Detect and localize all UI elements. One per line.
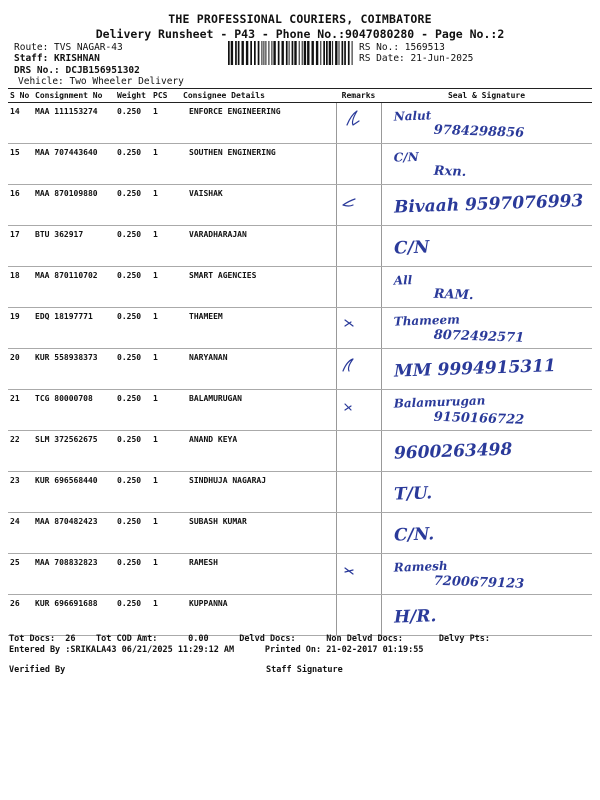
route-label: Route: TVS NAGAR-43: [14, 42, 123, 53]
cell-consignee: VARADHARAJAN: [181, 226, 336, 267]
cell-seal-signature: [381, 349, 592, 390]
cell-remarks: [336, 103, 381, 144]
remark-tick-mark: [337, 103, 382, 141]
cell-remarks: [336, 554, 381, 595]
cell-consignee: SINDHUJA NAGARAJ: [181, 472, 336, 513]
staff-label: Staff: KRISHNAN: [14, 53, 100, 64]
runsheet-title: Delivery Runsheet - P43 - Phone No.:9047080280 - Page No.:2: [95, 27, 505, 41]
cell-consignee: NARYANAN: [181, 349, 336, 390]
runsheet-table: [8, 88, 592, 636]
cell-sno: 22: [8, 431, 33, 472]
svg-text:Thameem: Thameem: [393, 312, 460, 329]
cell-weight: 0.250: [115, 472, 151, 513]
cell-seal-signature: [381, 390, 592, 431]
handwritten-signature: [382, 431, 593, 471]
cell-consignment: MAA 707443640: [33, 144, 115, 185]
cell-remarks: [336, 513, 381, 554]
cell-consignment: KUR 696568440: [33, 472, 115, 513]
column-header: Consignee Details: [181, 89, 336, 103]
drs-value: DCJB156951302: [65, 65, 140, 76]
cell-weight: 0.250: [115, 103, 151, 144]
cell-pcs: 1: [151, 103, 181, 144]
cell-weight: 0.250: [115, 185, 151, 226]
drs-number: [14, 65, 140, 76]
cell-sno: 16: [8, 185, 33, 226]
handwritten-signature: [382, 144, 593, 184]
cell-remarks: [336, 349, 381, 390]
cell-weight: 0.250: [115, 349, 151, 390]
handwritten-signature: [382, 513, 593, 553]
handwritten-signature: [382, 472, 593, 512]
handwritten-signature: [382, 185, 593, 225]
svg-text:Nalut: Nalut: [393, 108, 432, 124]
cell-consignment: MAA 708832823: [33, 554, 115, 595]
cell-sno: 25: [8, 554, 33, 595]
cell-pcs: 1: [151, 144, 181, 185]
handwritten-signature: [382, 267, 593, 307]
cell-sno: 26: [8, 595, 33, 636]
column-header: Weight: [115, 89, 151, 103]
cell-consignee: THAMEEM: [181, 308, 336, 349]
column-header: Consignment No: [33, 89, 115, 103]
cell-remarks: [336, 267, 381, 308]
cell-seal-signature: [381, 595, 592, 636]
cell-consignee: VAISHAK: [181, 185, 336, 226]
svg-text:C/N: C/N: [393, 149, 419, 165]
cell-consignee: ANAND KEYA: [181, 431, 336, 472]
table-row: [8, 308, 592, 349]
cell-sno: 14: [8, 103, 33, 144]
svg-text:C/N: C/N: [393, 237, 430, 259]
cell-pcs: 1: [151, 472, 181, 513]
cell-seal-signature: [381, 431, 592, 472]
cell-seal-signature: [381, 144, 592, 185]
rs-date: RS Date: 21-Jun-2025: [359, 53, 474, 64]
cell-seal-signature: [381, 185, 592, 226]
svg-text:Balamurugan: Balamurugan: [393, 393, 486, 411]
cell-seal-signature: [381, 308, 592, 349]
cell-consignee: KUPPANNA: [181, 595, 336, 636]
table-row: [8, 226, 592, 267]
remark-tick-mark: [337, 185, 382, 223]
table-row: [8, 349, 592, 390]
cell-sno: 21: [8, 390, 33, 431]
cell-pcs: 1: [151, 267, 181, 308]
cell-weight: 0.250: [115, 226, 151, 267]
handwritten-signature: [382, 390, 593, 430]
cell-pcs: 1: [151, 349, 181, 390]
table-row: [8, 431, 592, 472]
cell-remarks: [336, 431, 381, 472]
verified-by-label: Verified By: [9, 665, 66, 675]
cell-sno: 15: [8, 144, 33, 185]
cell-pcs: 1: [151, 554, 181, 595]
cell-pcs: 1: [151, 308, 181, 349]
table-row: [8, 472, 592, 513]
svg-text:H/R.: H/R.: [393, 606, 437, 628]
column-header: S No: [8, 89, 33, 103]
vehicle-label: Vehicle: Two Wheeler Delivery: [18, 76, 184, 87]
svg-text:7200679123: 7200679123: [432, 573, 524, 592]
cell-remarks: [336, 185, 381, 226]
cell-seal-signature: [381, 103, 592, 144]
remark-tick-mark: [337, 308, 382, 346]
cell-seal-signature: [381, 472, 592, 513]
svg-text:Bivaah 9597076993: Bivaah 9597076993: [393, 191, 584, 218]
company-name: THE PROFESSIONAL COURIERS, COIMBATORE: [168, 12, 432, 26]
handwritten-signature: [382, 349, 593, 389]
cell-consignment: KUR 696691688: [33, 595, 115, 636]
remark-tick-mark: [337, 349, 382, 387]
cell-weight: 0.250: [115, 308, 151, 349]
svg-text:C/N.: C/N.: [393, 524, 434, 546]
table-row: [8, 185, 592, 226]
svg-text:9784298856: 9784298856: [432, 122, 524, 141]
cell-remarks: [336, 308, 381, 349]
cell-seal-signature: [381, 513, 592, 554]
cell-seal-signature: [381, 226, 592, 267]
cell-weight: 0.250: [115, 513, 151, 554]
cell-pcs: 1: [151, 513, 181, 554]
svg-text:9600263498: 9600263498: [393, 439, 513, 464]
svg-text:Rxn.: Rxn.: [432, 163, 467, 180]
cell-consignee: SMART AGENCIES: [181, 267, 336, 308]
handwritten-signature: [382, 103, 593, 143]
remark-tick-mark: [337, 390, 382, 428]
cell-consignment: BTU 362917: [33, 226, 115, 267]
svg-text:9150166722: 9150166722: [432, 409, 524, 428]
cell-weight: 0.250: [115, 554, 151, 595]
cell-consignee: ENFORCE ENGINEERING: [181, 103, 336, 144]
table-row: [8, 554, 592, 595]
svg-text:MM 9994915311: MM 9994915311: [393, 356, 556, 382]
table-row: [8, 513, 592, 554]
entered-by-line: Entered By :SRIKALA43 06/21/2025 11:29:12 AM Printed On: 21-02-2017 01:19:55: [9, 645, 424, 655]
rs-number: RS No.: 1569513: [359, 42, 445, 53]
cell-seal-signature: [381, 554, 592, 595]
cell-remarks: [336, 390, 381, 431]
cell-consignment: EDQ 18197771: [33, 308, 115, 349]
cell-weight: 0.250: [115, 144, 151, 185]
cell-sno: 19: [8, 308, 33, 349]
cell-pcs: 1: [151, 431, 181, 472]
cell-sno: 23: [8, 472, 33, 513]
cell-sno: 17: [8, 226, 33, 267]
cell-consignment: SLM 372562675: [33, 431, 115, 472]
cell-remarks: [336, 144, 381, 185]
cell-consignee: BALAMURUGAN: [181, 390, 336, 431]
totals-line: Tot Docs: 26 Tot COD Amt: 0.00 Delvd Docs: Non Delvd Docs: Delvy Pts:: [9, 634, 491, 644]
remark-tick-mark: [337, 554, 382, 592]
svg-text:8072492571: 8072492571: [432, 327, 524, 346]
cell-weight: 0.250: [115, 431, 151, 472]
cell-pcs: 1: [151, 595, 181, 636]
svg-text:T/U.: T/U.: [393, 483, 432, 505]
cell-consignment: MAA 111153274: [33, 103, 115, 144]
cell-pcs: 1: [151, 185, 181, 226]
cell-consignee: SOUTHEN ENGINERING: [181, 144, 336, 185]
cell-seal-signature: [381, 267, 592, 308]
handwritten-signature: [382, 554, 593, 594]
column-header: Remarks: [336, 89, 381, 103]
cell-remarks: [336, 595, 381, 636]
svg-text:All: All: [393, 273, 412, 288]
handwritten-signature: [382, 308, 593, 348]
table-row: [8, 390, 592, 431]
column-header: Seal & Signature: [381, 89, 592, 103]
barcode: [228, 41, 354, 65]
svg-text:RAM.: RAM.: [432, 286, 474, 304]
cell-sno: 20: [8, 349, 33, 390]
table-row: [8, 595, 592, 636]
table-row: [8, 267, 592, 308]
cell-consignee: RAMESH: [181, 554, 336, 595]
cell-consignment: MAA 870110702: [33, 267, 115, 308]
cell-consignee: SUBASH KUMAR: [181, 513, 336, 554]
cell-consignment: MAA 870482423: [33, 513, 115, 554]
handwritten-signature: [382, 595, 593, 635]
cell-sno: 24: [8, 513, 33, 554]
cell-remarks: [336, 472, 381, 513]
cell-consignment: TCG 80000708: [33, 390, 115, 431]
column-header: PCS: [151, 89, 181, 103]
cell-pcs: 1: [151, 390, 181, 431]
cell-weight: 0.250: [115, 390, 151, 431]
handwritten-signature: [382, 226, 593, 266]
cell-pcs: 1: [151, 226, 181, 267]
table-header-row: [8, 89, 592, 103]
cell-remarks: [336, 226, 381, 267]
cell-weight: 0.250: [115, 595, 151, 636]
cell-weight: 0.250: [115, 267, 151, 308]
cell-consignment: KUR 558938373: [33, 349, 115, 390]
svg-text:Ramesh: Ramesh: [393, 558, 448, 575]
table-row: [8, 103, 592, 144]
table-row: [8, 144, 592, 185]
cell-sno: 18: [8, 267, 33, 308]
drs-label: DRS No.:: [14, 65, 60, 76]
staff-signature-label: Staff Signature: [266, 665, 343, 675]
cell-consignment: MAA 870109880: [33, 185, 115, 226]
